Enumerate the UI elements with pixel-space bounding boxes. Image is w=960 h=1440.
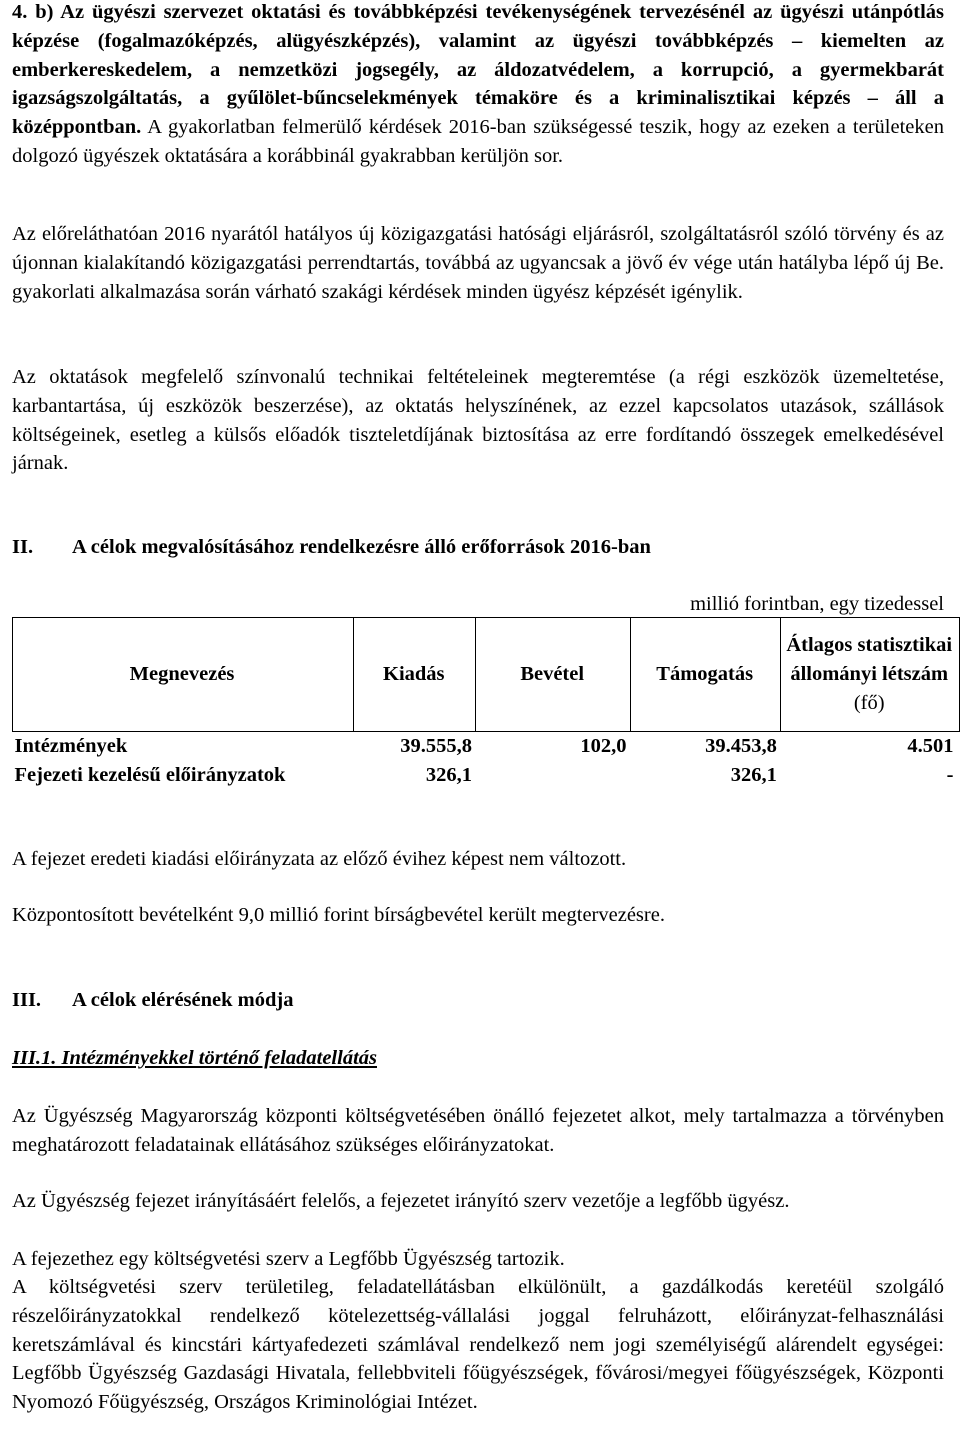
paragraph-chapter: Az Ügyészség Magyarország központi költségvetésében önálló fejezetet alkot, mely tartalmazza a törvényben meghatározott feladatainak ellátásához szükséges előirányzatokat. <box>12 1105 944 1156</box>
header-kiadas: Kiadás <box>354 618 476 732</box>
header-bevetel: Bevétel <box>476 618 630 732</box>
section-number: III. <box>12 989 42 1011</box>
header-letszam <box>781 618 960 732</box>
row-bevetel: 102,0 <box>580 735 627 757</box>
table-row <box>13 732 960 761</box>
paragraph-chief-prosecutor: Az Ügyészség fejezet irányításáért felelős, a fejezetet irányító szerv vezetője a legfőbb ügyész. <box>12 1190 790 1212</box>
row-tamogatas: 39.453,8 <box>705 735 777 757</box>
section-number: II. <box>12 536 34 558</box>
row-name: Fejezeti kezelésű előirányzatok <box>14 763 286 786</box>
header-letszam-label: Átlagos statisztikai állományi létszám <box>786 634 953 686</box>
subsection-heading: III.1. Intézményekkel történő feladatellátás <box>12 1047 377 1069</box>
row-name: Intézmények <box>14 735 128 757</box>
row-tamogatas: 326,1 <box>730 763 777 786</box>
paragraph-budget-body: A fejezethez egy költségvetési szerv a Legfőbb Ügyészség tartozik. <box>12 1248 565 1270</box>
header-letszam-unit: (fő) <box>853 691 885 714</box>
section-heading-methods <box>12 986 944 1015</box>
section-heading-resources <box>12 533 944 562</box>
row-bevetel <box>476 761 630 790</box>
row-kiadas: 326,1 <box>425 763 472 786</box>
section-title: A célok elérésének módja <box>72 989 294 1011</box>
row-letszam: - <box>946 763 954 786</box>
paragraph-training-rest: A gyakorlatban felmerülő kérdések 2016-ban szükségessé teszik, hogy az ezeken a területeken dolgozó ügyészek oktatására a korábbinál gyakrabban kerüljön sor. <box>12 116 944 167</box>
paragraph-expenditure: A fejezet eredeti kiadási előirányzata az előző évihez képest nem változott. <box>12 848 627 870</box>
header-name: Megnevezés <box>13 618 354 732</box>
paragraph-new-laws: Az előreláthatóan 2016 nyarától hatályos új közigazgatási hatósági eljárásról, szolgáltatásról szóló törvény és az újonnan kialakítandó közigazgatási perrendtartás, továbbá az ugyancsak a jövő év vége után hatályba lépő új Be. gyakorlati alkalmazása során várható szakági kérdések minden ügyész képzését igénylik. <box>12 223 944 303</box>
table-unit-note: millió forintban, egy tizedessel <box>690 593 944 615</box>
row-letszam: 4.501 <box>907 735 954 757</box>
paragraph-subunits: A költségvetési szerv területileg, feladatellátásban elkülönült, a gazdálkodás keretéül szolgáló részelőirányzatokkal rendelkező kötelezettség-vállalási joggal felruházott, előirányzat-felhasználási keretszámlával és kincstári kártyafedezeti számlával rendelkező nem jogi személyiségű alárendelt egységei: Legfőbb Ügyészség Gazdasági Hivatala, fellebbviteli főügyészségek, fővárosi/megyei főügyészségek, Központi Nyomozó Főügyészség, Országos Kriminológiai Intézet. <box>12 1276 944 1414</box>
paragraph-training-bold: 4. b) Az ügyészi szervezet oktatási és továbbképzési tevékenységének tervezésénél az ügyészi utánpótlás képzése (fogalmazóképzés, alügyészképzés), valamint az ügyészi továbbképzés – kiemelten az emberkereskedelem, a nemzetközi jogsegély, az áldozatvédelem, a korrupció, a gyermekbarát igazságszolgáltatás, a gyűlölet-bűncselekmények témaköre és a kriminalisztikai képzés – áll a középpontban. <box>12 1 944 139</box>
row-kiadas: 39.555,8 <box>400 735 472 757</box>
paragraph-technical-conditions: Az oktatások megfelelő színvonalú technikai feltételeinek megteremtése (a régi eszközök üzemeltetése, karbantartása, új eszközök beszerzése), az oktatás helyszínének, az ezzel kapcsolatos utazások, szállások költségeinek, esetleg a külsős előadók tiszteletdíjának biztosítása az erre fordítandó összegek emelkedésével járnak. <box>12 366 944 475</box>
paragraph-central-revenue: Központosított bevételként 9,0 millió forint bírságbevétel került megtervezésre. <box>12 904 665 926</box>
table-row <box>13 761 960 790</box>
section-title: A célok megvalósításához rendelkezésre álló erőforrások 2016-ban <box>72 536 651 558</box>
table-header-row <box>13 618 960 732</box>
resources-table <box>12 617 960 790</box>
header-tamogatas: Támogatás <box>630 618 780 732</box>
paragraph-training <box>12 0 944 171</box>
